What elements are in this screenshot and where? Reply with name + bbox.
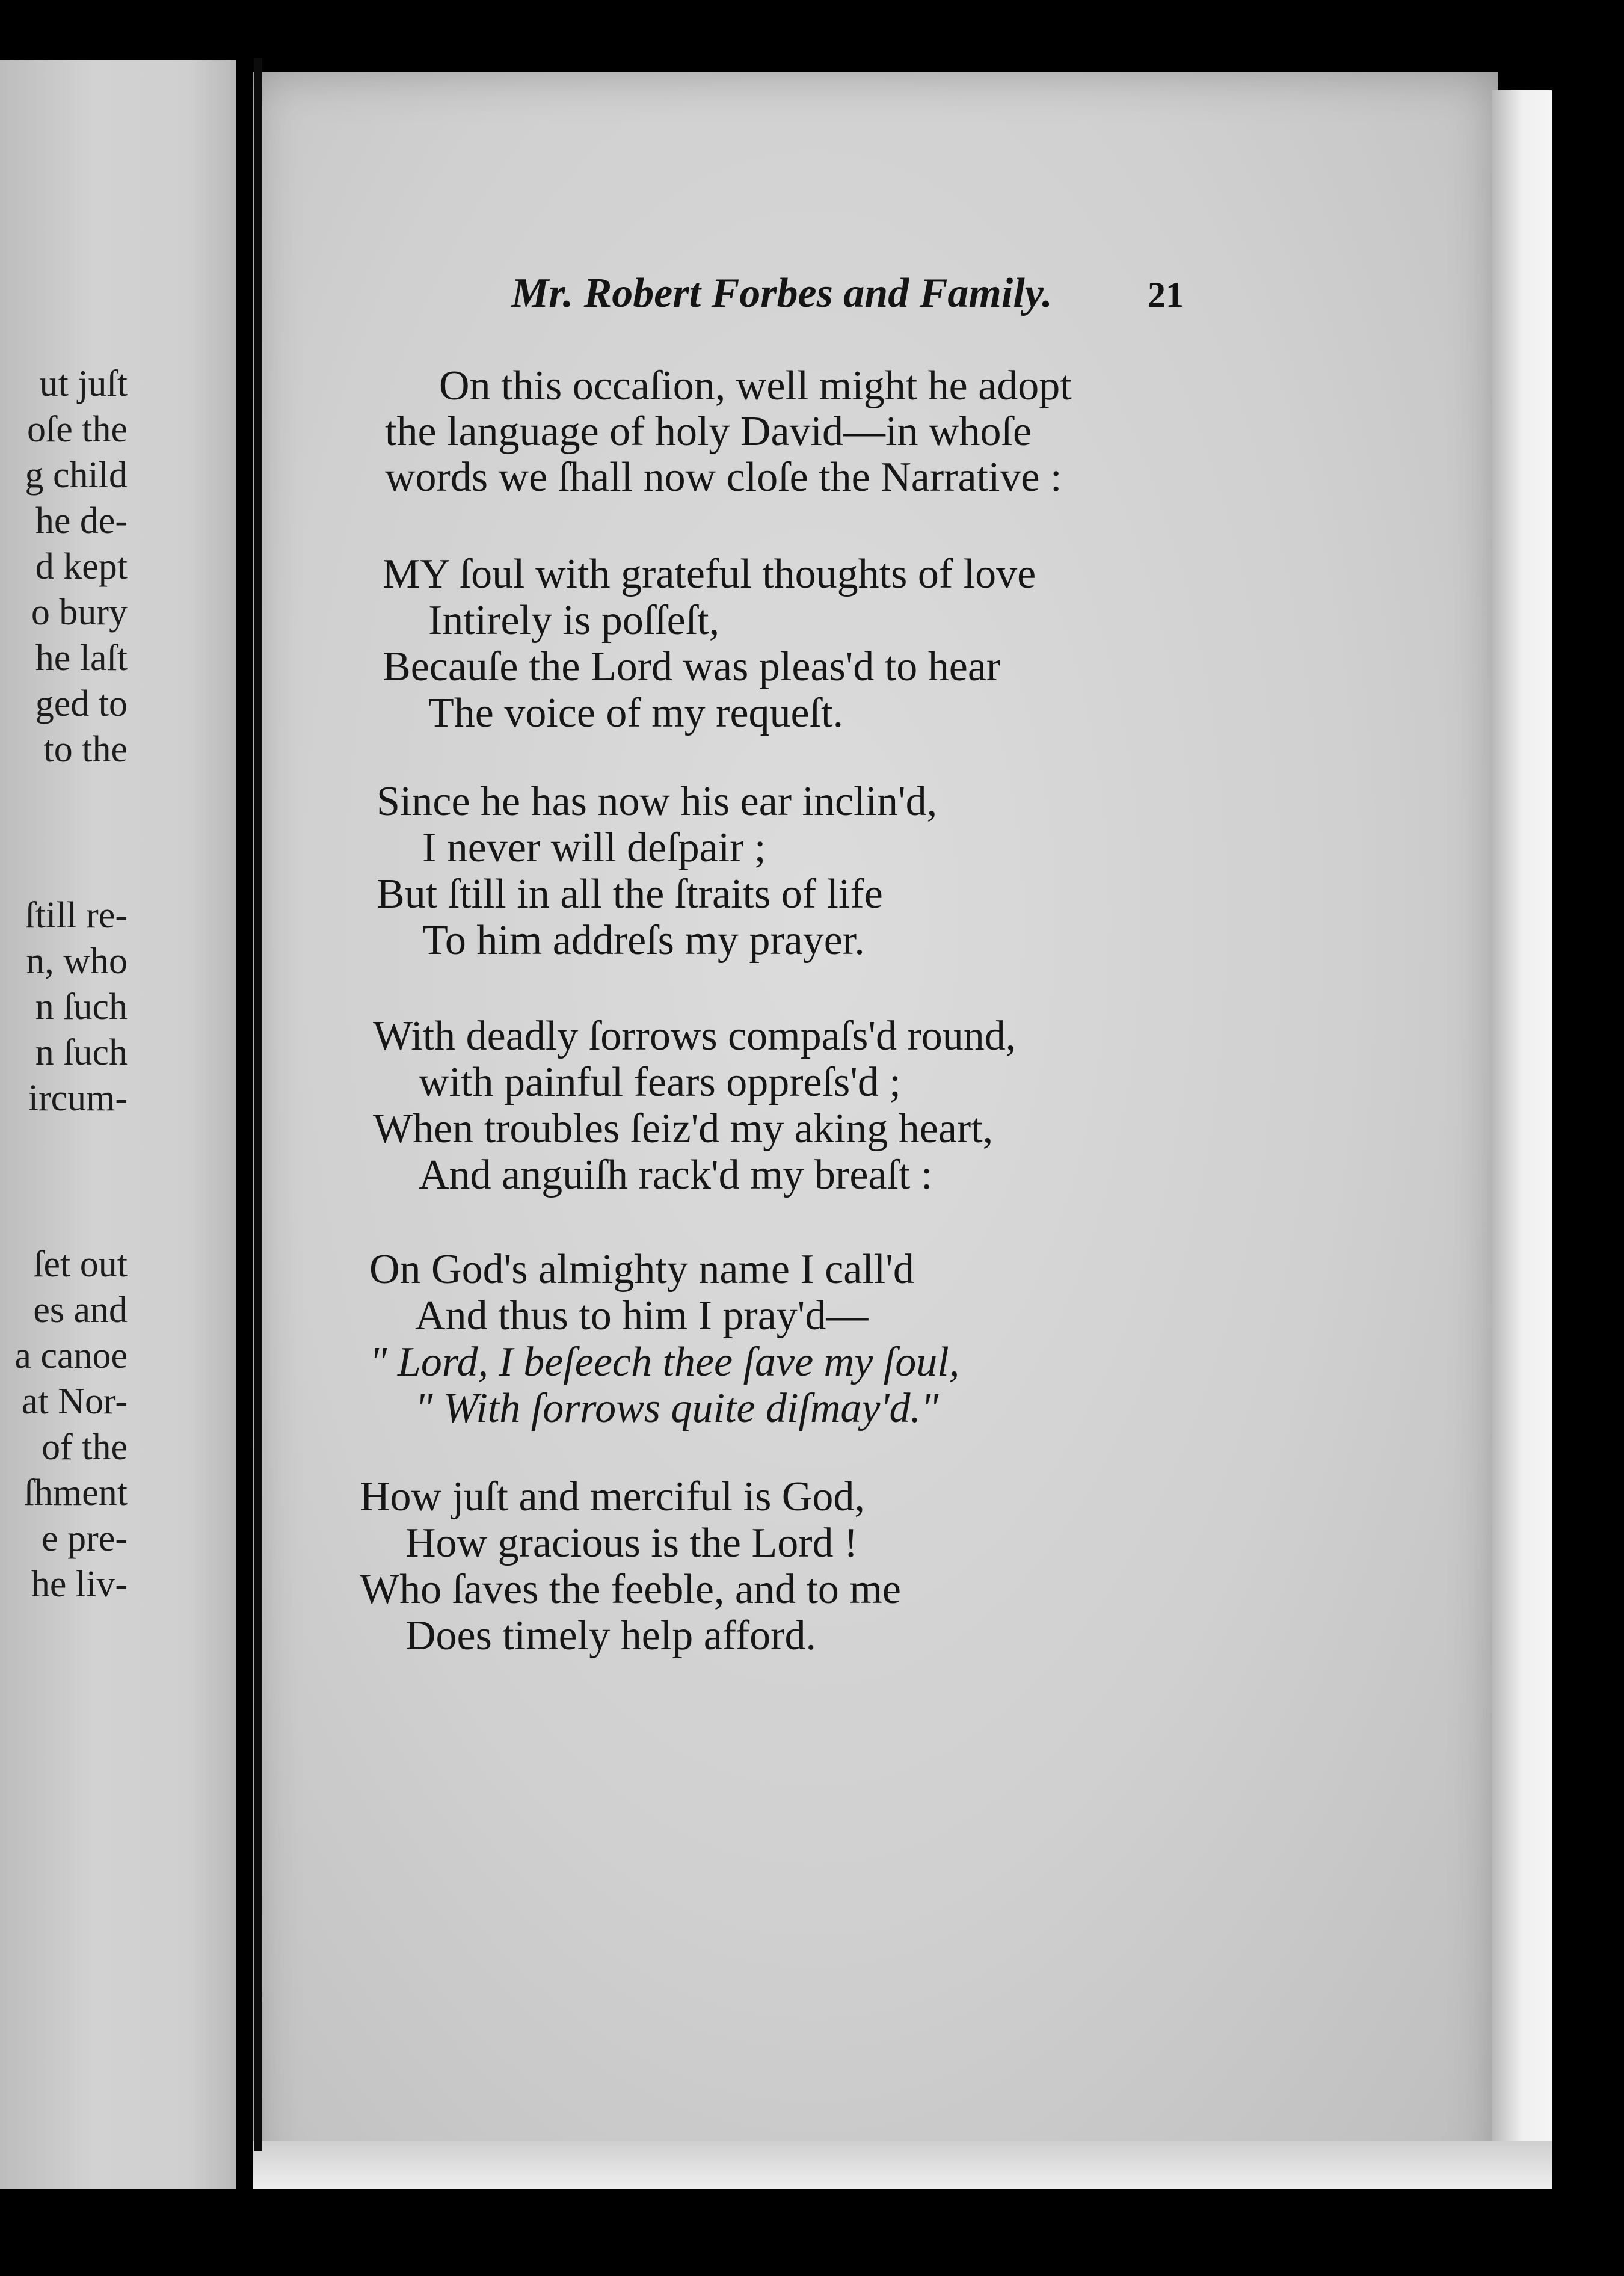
left-page-line: he laſt (35, 638, 128, 678)
left-page-line: ircum- (28, 1078, 128, 1119)
verse-line: " With ſorrows quite diſmay'd." (415, 1385, 939, 1432)
left-page-line: at Nor- (21, 1381, 128, 1422)
verse-line: On God's almighty name I call'd (369, 1246, 914, 1293)
left-page-line: es and (33, 1290, 128, 1330)
verse-line: with painful fears oppreſs'd ; (419, 1059, 901, 1106)
gutter-divider (254, 58, 262, 2151)
verse-line: " Lord, I beſeech thee ſave my ſoul, (369, 1339, 960, 1385)
left-page-line: a canoe (14, 1335, 128, 1376)
verse-line: Does timely help afford. (405, 1613, 816, 1659)
left-page-line: d kept (35, 546, 128, 587)
left-page-fragment (0, 60, 236, 2189)
left-page-line: o bury (31, 592, 128, 633)
left-page-line: ut juſt (39, 363, 128, 404)
left-page-line: oſe the (27, 409, 128, 450)
verse-line: And thus to him I pray'd— (415, 1293, 869, 1339)
verse-line: How gracious is the Lord ! (405, 1520, 858, 1566)
stanza-2 (377, 778, 937, 964)
stanza-5 (360, 1474, 901, 1659)
intro-line: words we ſhall now cloſe the Narrative : (385, 454, 1062, 500)
stanza-4 (369, 1246, 959, 1432)
left-page-line: n ſuch (35, 1032, 128, 1073)
verse-line: To him addreſs my prayer. (422, 917, 865, 964)
left-page-line: ged to (35, 683, 128, 724)
running-head: Mr. Robert Forbes and Family. (511, 270, 1053, 316)
verse-line: But ſtill in all the ſtraits of life (377, 871, 883, 917)
left-page-line: he de- (35, 500, 128, 541)
verse-line: With deadly ſorrows compaſs'd round, (373, 1013, 1017, 1059)
verse-line: Intirely is poſſeſt, (428, 597, 720, 644)
left-page-line: he liv- (31, 1564, 128, 1605)
left-page-line: n ſuch (35, 986, 128, 1027)
left-page-line: ſet out (33, 1244, 128, 1285)
verse-line: I never will deſpair ; (422, 825, 766, 871)
verse-line: And anguiſh rack'd my breaſt : (419, 1152, 933, 1198)
verse-line: Becauſe the Lord was pleas'd to hear (383, 644, 1001, 690)
verse-line: Since he has now his ear inclin'd, (377, 778, 938, 825)
left-page-line: ſhment (23, 1472, 128, 1513)
verse-line: The voice of my requeſt. (428, 690, 844, 736)
intro-line: On this occaſion, well might he adopt (439, 363, 1072, 409)
page-edge (1492, 90, 1552, 2189)
verse-line: When troubles ſeiz'd my aking heart, (373, 1106, 994, 1152)
left-page-line: n, who (26, 941, 128, 982)
stanza-1 (383, 551, 1036, 736)
page-bottom-edge (253, 2141, 1552, 2189)
left-page-line: g child (25, 455, 128, 496)
stanza-3 (373, 1013, 1016, 1198)
left-page-line: of the (42, 1427, 128, 1468)
verse-line: MY ſoul with grateful thoughts of love (383, 551, 1036, 597)
page-number: 21 (1148, 275, 1184, 315)
left-page-line: e pre- (42, 1518, 128, 1559)
left-page-line: ſtill re- (25, 895, 128, 936)
verse-line: How juſt and merciful is God, (360, 1474, 865, 1520)
left-page-line: to the (43, 729, 128, 770)
intro-paragraph (385, 363, 1215, 500)
intro-line: the language of holy David—in whoſe (385, 408, 1032, 455)
verse-line: Who ſaves the feeble, and to me (360, 1566, 901, 1613)
